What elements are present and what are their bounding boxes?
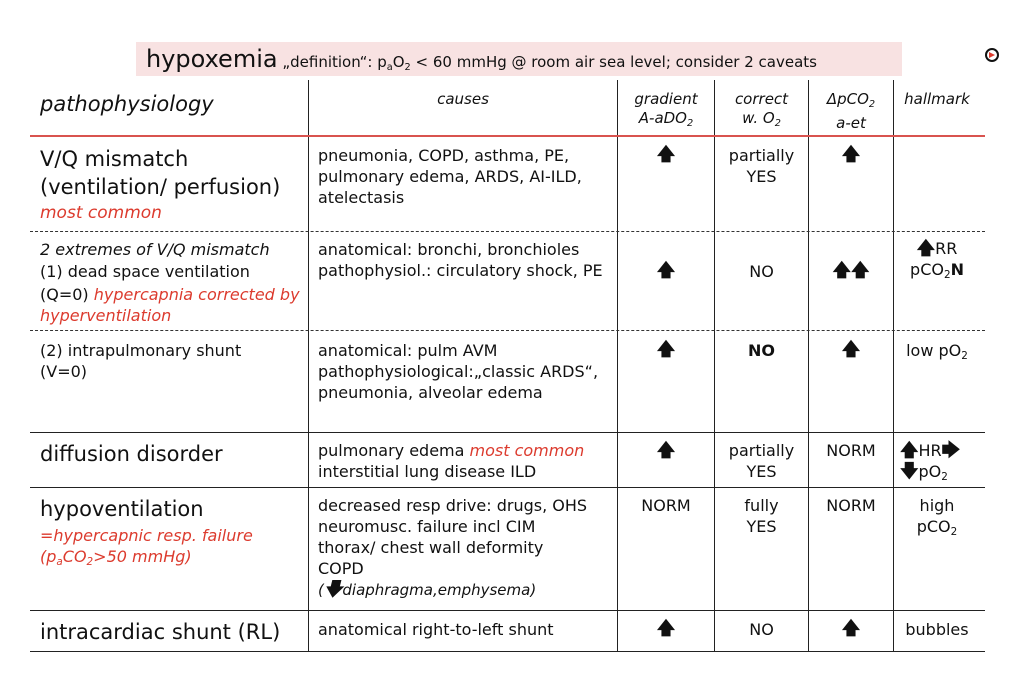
vq-causes: pneumonia, COPD, asthma, PE, pulmonary edema, ARDS, AI-ILD, atelectasis [318,146,582,207]
row-divider-dashed-2 [30,330,985,331]
header-hallmark: hallmark [904,90,970,108]
hypo-gradient: NORM [641,496,691,515]
header-gradient: gradient A-aDO$_2$ [634,90,698,129]
shunt-gradient-up-icon: 🡅 [656,339,676,360]
shunt-delta-up-icon: 🡅 [841,339,861,360]
hypo-causes: decreased resp drive: drugs, OHS neuromusc. failure incl CIM thorax/ chest wall deformity COPD (🡇diaphragma,emphysema) [318,496,588,600]
col-divider-1 [308,80,309,652]
shunt-hallmark: low $pO_2$ [906,341,968,362]
vq-gradient-up-icon: 🡅 [656,144,676,165]
cardiac-name: intracardiac shunt (RL) [40,620,281,644]
vq-correct: partially YES [728,146,795,186]
row-divider-4 [30,487,985,488]
dead-intro: 2 extremes of V/Q mismatch [40,240,270,259]
shunt-name: (2) intrapulmonary shunt (V=0) [40,341,242,381]
dead-correct: NO [749,262,774,281]
cardiac-causes: anatomical right-to-left shunt [318,620,554,639]
cardiac-hallmark: bubbles [905,620,969,639]
row-divider-6 [30,651,985,652]
dead-gradient-up-icon: 🡅 [656,260,676,281]
hallmark-down-icon: 🡇 [900,461,919,482]
col-divider-4 [808,80,809,652]
header-correct: correct w. $O_2$ [734,90,789,129]
cardiac-correct: NO [749,620,774,639]
row-divider-3 [30,432,985,433]
hypo-note: =hypercapnic resp. failure ($p_aCO_2>50$ mmHg) [40,526,253,568]
title-definition: „definition“: $p_aO_2 < 60$ mmHg @ room air sea level; consider 2 caveats [277,53,817,73]
dead-hallmark: 🡅RR pCO$_2$N [910,238,964,281]
row-divider-5 [30,610,985,611]
diffusion-gradient-up-icon: 🡅 [656,440,676,461]
hypo-correct: fully YES [744,496,779,536]
header-causes: causes [437,90,489,108]
hallmark-up-icon: 🡅 [900,440,919,461]
diffusion-causes: pulmonary edema most common interstitial lung disease ILD [318,441,585,481]
hallmark-up-icon: 🡅 [916,238,936,259]
shunt-correct: NO [748,341,775,360]
header-divider [30,135,985,137]
cardiac-delta-up-icon: 🡅 [841,618,861,639]
hypo-name: hypoventilation [40,497,204,521]
cardiac-gradient-up-icon: 🡅 [656,618,676,639]
hypo-hallmark: high pCO$_2$ [916,496,958,538]
logo-icon [984,47,1000,63]
title-banner [136,42,902,76]
diffusion-name: diffusion disorder [40,442,223,466]
diffusion-hallmark: 🡅HR🡆 $🡇pO_2$ [900,440,961,483]
vq-mismatch-name: V/Q mismatch (ventilation/ perfusion) [40,147,281,199]
title-main: hypoxemia [146,45,278,73]
shunt-causes: anatomical: pulm AVM pathophysiological:„classic ARDS“, pneumonia, alveolar edema [318,341,599,402]
dead-name: (1) dead space ventilation [40,262,250,281]
vq-note: most common [40,203,162,223]
causes-down-icon: 🡇 [323,579,343,600]
diffusion-correct: partially YES [728,441,795,481]
col-divider-2 [617,80,618,652]
header-delta-pco2: ΔpCO$_2$ a-et [826,90,876,132]
dead-causes: anatomical: bronchi, bronchioles pathophysiol.: circulatory shock, PE [318,240,603,280]
diffusion-delta: NORM [826,441,876,460]
dead-cond: (Q=0) hypercapnia corrected by hyperventilation [40,285,300,325]
row-divider-dashed-1 [30,231,985,232]
vq-delta-up-icon: 🡅 [841,144,861,165]
hypo-delta: NORM [826,496,876,515]
header-pathophysiology: pathophysiology [40,92,214,116]
hallmark-right-icon: 🡆 [941,440,961,461]
dead-delta-double-up-icon: 🡅🡅 [832,260,870,281]
